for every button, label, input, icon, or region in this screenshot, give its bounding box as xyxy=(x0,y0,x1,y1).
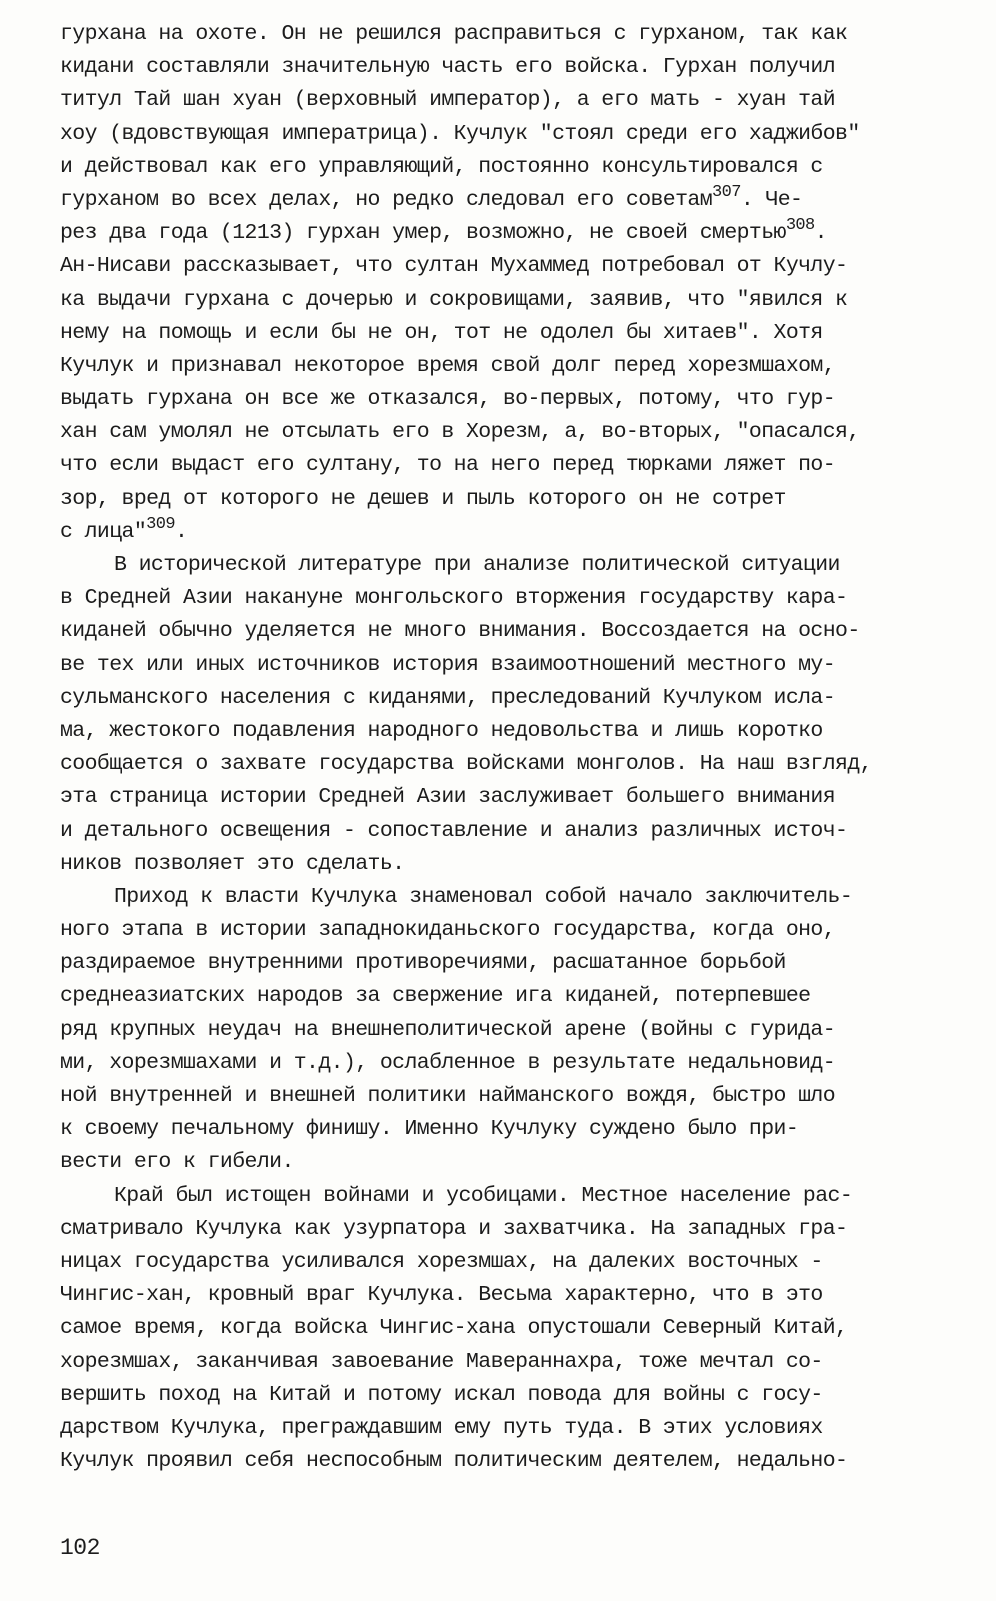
text-line-content: хорезмшах, заканчивая завоевание Мавераннахра, тоже мечтал со- xyxy=(60,1349,823,1374)
text-line xyxy=(60,184,954,217)
text-line-content: вершить поход на Китай и потому искал повода для войны с госу- xyxy=(60,1382,823,1407)
text-line-content: Кучлук проявил себя неспособным политическим деятелем, недально- xyxy=(60,1449,848,1474)
text-line-content: титул Тай шан хуан (верховный император), а его мать - хуан тай xyxy=(60,88,836,113)
text-line-continuation: . Че- xyxy=(740,187,803,212)
text-line xyxy=(60,483,954,516)
text-line xyxy=(60,449,954,482)
text-line-content: самое время, когда войска Чингис-хана опустошали Северный Китай, xyxy=(60,1316,848,1341)
text-line xyxy=(60,1213,954,1246)
text-line-content: что если выдаст его султану, то на него перед тюрками ляжет по- xyxy=(60,453,836,478)
text-line xyxy=(60,1146,954,1179)
text-line-content: раздираемое внутренними противоречиями, расшатанное борьбой xyxy=(60,951,786,976)
text-line xyxy=(60,1047,954,1080)
text-line xyxy=(60,914,954,947)
text-line xyxy=(60,881,954,914)
text-line xyxy=(60,980,954,1013)
text-line-content: к своему печальному финишу. Именно Кучлуку суждено было при- xyxy=(60,1117,799,1142)
text-line-content: и детального освещения - сопоставление и анализ различных источ- xyxy=(60,818,848,843)
text-line xyxy=(60,383,954,416)
text-line xyxy=(60,118,954,151)
text-line xyxy=(60,1312,954,1345)
text-line xyxy=(60,317,954,350)
text-line xyxy=(60,615,954,648)
text-line-content: ми, хорезмшахами и т.д.), ослабленное в результате недальновид- xyxy=(60,1050,836,1075)
text-line xyxy=(60,1246,954,1279)
text-line xyxy=(60,1279,954,1312)
text-line-content: Приход к власти Кучлука знаменовал собой начало заключитель- xyxy=(114,884,853,909)
text-line-content: среднеазиатских народов за свержение ига киданей, потерпевшее xyxy=(60,984,811,1009)
text-line-content: хан сам умолял не отсылать его в Хорезм, а, во-вторых, "опасался, xyxy=(60,420,860,445)
text-line xyxy=(60,1412,954,1445)
text-line-content: нему на помощь и если бы не он, тот не одолел бы хитаев". Хотя xyxy=(60,320,823,345)
text-line-content: и действовал как его управляющий, постоянно консультировался с xyxy=(60,154,823,179)
text-line-content: ка выдачи гурхана с дочерью и сокровищами, заявив, что "явился к xyxy=(60,287,848,312)
text-line-content: ма, жестокого подавления народного недовольства и лишь коротко xyxy=(60,718,823,743)
text-line-content: сматривало Кучлука как узурпатора и захватчика. На западных гра- xyxy=(60,1216,848,1241)
text-line-content: выдать гурхана он все же отказался, во-первых, потому, что гур- xyxy=(60,387,836,412)
footnote-ref: 309 xyxy=(146,515,175,534)
text-line xyxy=(60,51,954,84)
text-line xyxy=(60,1113,954,1146)
text-line xyxy=(60,1445,954,1478)
text-line xyxy=(60,715,954,748)
text-line-content: ного этапа в истории западнокиданьского государства, когда оно, xyxy=(60,918,836,943)
footnote-ref: 307 xyxy=(712,183,741,202)
text-line-content: рез два года (1213) гурхан умер, возможно, не своей смертью xyxy=(60,221,786,246)
text-line xyxy=(60,682,954,715)
text-line-content: ников позволяет это сделать. xyxy=(60,851,405,876)
text-line xyxy=(60,516,954,549)
text-line xyxy=(60,217,954,250)
text-line xyxy=(60,416,954,449)
text-line-content: дарством Кучлука, преграждавшим ему путь туда. В этих условиях xyxy=(60,1415,823,1440)
text-line-content: в Средней Азии накануне монгольского вторжения государству кара- xyxy=(60,586,848,611)
text-line-content: эта страница истории Средней Азии заслуживает большего внимания xyxy=(60,785,836,810)
text-line xyxy=(60,1346,954,1379)
text-line xyxy=(60,748,954,781)
text-line xyxy=(60,18,954,51)
text-line xyxy=(60,848,954,881)
text-line-content: ницах государства усиливался хорезмшах, на далеких восточных - xyxy=(60,1249,823,1274)
text-line xyxy=(60,947,954,980)
text-line xyxy=(60,1080,954,1113)
text-line xyxy=(60,151,954,184)
text-line-content: Кучлук и признавал некоторое время свой долг перед хорезмшахом, xyxy=(60,353,836,378)
text-line-content: кидани составляли значительную часть его войска. Гурхан получил xyxy=(60,55,836,80)
text-line-content: ряд крупных неудач на внешнеполитической арене (войны с гурида- xyxy=(60,1017,836,1042)
text-line-content: хоу (вдовствующая императрица). Кучлук "стоял среди его хаджибов" xyxy=(60,121,860,146)
text-line xyxy=(60,250,954,283)
text-line-content: В исторической литературе при анализе политической ситуации xyxy=(114,553,840,577)
text-line-continuation: . xyxy=(814,221,827,246)
text-line xyxy=(60,781,954,814)
text-line-content: ве тех или иных источников история взаимоотношений местного му- xyxy=(60,652,836,677)
text-line xyxy=(60,582,954,615)
text-line-content: гурханом во всех делах, но редко следовал его советам xyxy=(60,187,713,212)
text-line-content: с лица" xyxy=(60,519,147,544)
text-line-content: Чингис-хан, кровный враг Кучлука. Весьма характерно, что в это xyxy=(60,1283,823,1308)
text-line xyxy=(60,84,954,117)
text-line-content: гурхана на охоте. Он не решился расправиться с гурханом, так как xyxy=(60,22,848,46)
text-line xyxy=(60,350,954,383)
text-line-continuation: . xyxy=(174,519,188,544)
text-line xyxy=(60,284,954,317)
text-line xyxy=(60,1014,954,1047)
text-line xyxy=(60,549,954,582)
text-line xyxy=(60,1180,954,1213)
text-line-content: сульманского населения с киданями, преследований Кучлуком исла- xyxy=(60,685,836,710)
text-line-content: вести его к гибели. xyxy=(60,1150,294,1175)
text-line-content: ной внутренней и внешней политики найманского вождя, быстро шло xyxy=(60,1084,836,1108)
body-text xyxy=(60,18,954,1478)
text-line xyxy=(60,649,954,682)
text-line xyxy=(60,1379,954,1412)
text-line-content: киданей обычно уделяется не много внимания. Воссоздается на осно- xyxy=(60,619,860,644)
text-line-content: зор, вред от которого не дешев и пыль которого он не сотрет xyxy=(60,486,786,511)
text-line-content: Ан-Нисави рассказывает, что султан Мухаммед потребовал от Кучлу- xyxy=(60,254,848,279)
text-line-content: сообщается о захвате государства войсками монголов. На наш взгляд, xyxy=(60,752,872,777)
text-line-content: Край был истощен войнами и усобицами. Местное население рас- xyxy=(114,1183,853,1208)
page-number: 102 xyxy=(60,1535,100,1561)
footnote-ref: 308 xyxy=(785,217,815,236)
text-line xyxy=(60,815,954,848)
